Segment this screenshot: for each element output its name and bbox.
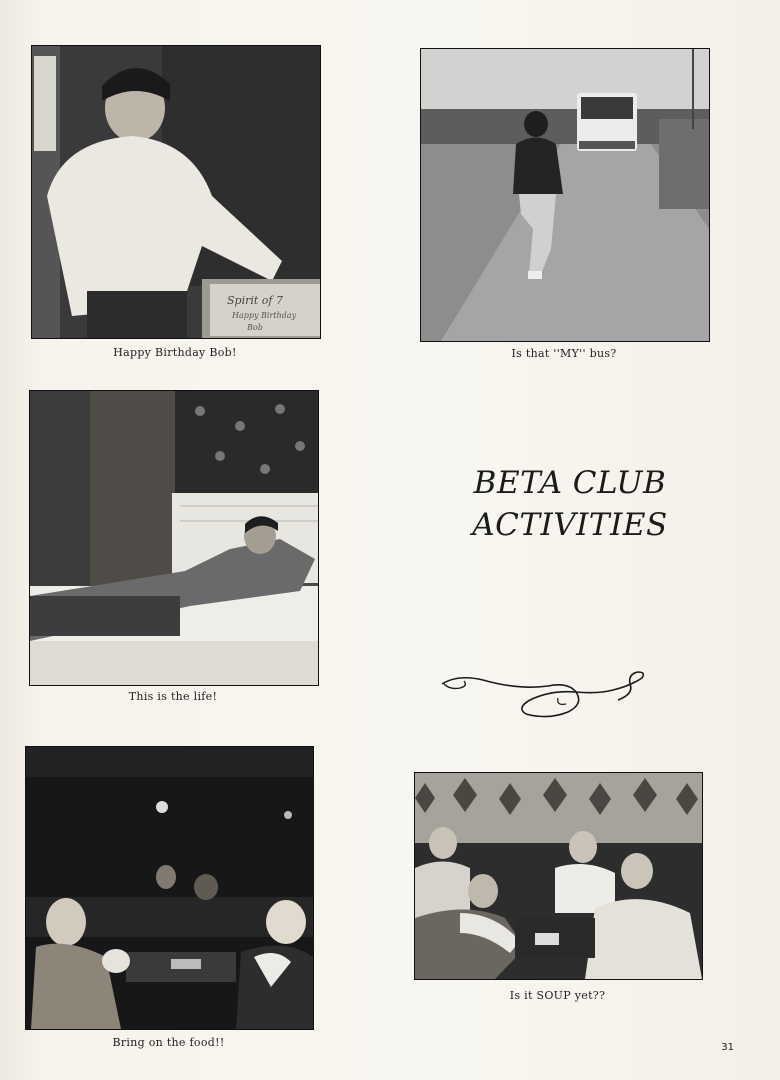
- svg-text:Spirit of 7: Spirit of 7: [227, 294, 283, 307]
- caption-food: Bring on the food!!: [112, 1036, 225, 1049]
- page-number: 31: [721, 1042, 734, 1053]
- caption-birthday: Happy Birthday Bob!: [113, 346, 237, 359]
- svg-text:Happy Birthday: Happy Birthday: [232, 311, 297, 320]
- title-line-2: ACTIVITIES: [472, 507, 668, 543]
- photo-bed: [29, 390, 319, 686]
- photo-birthday: [31, 45, 321, 339]
- svg-text:Bob: Bob: [247, 323, 263, 332]
- photo-food: [25, 746, 314, 1030]
- page-title: [440, 462, 700, 546]
- title-line-1: BETA CLUB: [473, 465, 667, 501]
- caption-bus: Is that ''MY'' bus?: [511, 347, 617, 360]
- flourish-ornament: [438, 668, 648, 724]
- caption-soup: Is it SOUP yet??: [509, 989, 606, 1002]
- photo-soup: [414, 772, 703, 980]
- photo-bus: [420, 48, 710, 342]
- caption-bed: This is the life!: [128, 690, 218, 703]
